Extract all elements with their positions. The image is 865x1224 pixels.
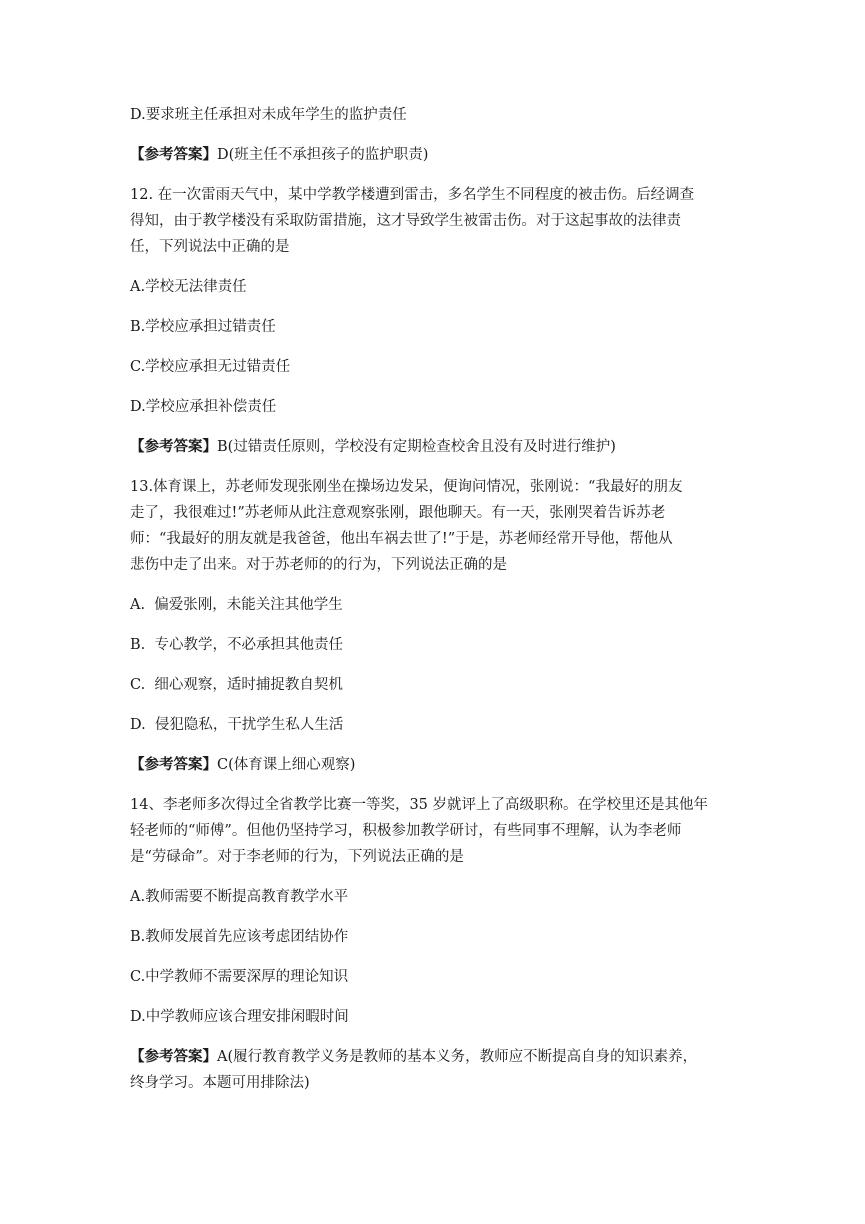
answer-label: 【参考答案】 bbox=[130, 1048, 217, 1065]
option-b-q12: B.学校应承担过错责任 bbox=[130, 319, 276, 335]
option-a-q12: A.学校无法律责任 bbox=[130, 279, 247, 295]
question-line: 13.体育课上，苏老师发现张刚坐在操场边发呆，便询问情况，张刚说：“我最好的朋友 bbox=[130, 479, 683, 495]
answer-q11 bbox=[130, 142, 740, 168]
answer-text: C(体育课上细心观察) bbox=[217, 757, 356, 773]
answer-line bbox=[130, 1044, 740, 1070]
option-d-q11: D.要求班主任承担对未成年学生的监护责任 bbox=[130, 107, 407, 123]
question-line: 走了，我很难过!”苏老师从此注意观察张刚，跟他聊天。有一天，张刚哭着告诉苏老 bbox=[130, 505, 666, 521]
question-line: 是“劳碌命”。对于李老师的行为，下列说法正确的是 bbox=[130, 849, 464, 865]
question-line: 得知，由于教学楼没有采取防雷措施，这才导致学生被雷击伤。对于这起事故的法律责 bbox=[130, 213, 681, 229]
question-line: 任，下列说法中正确的是 bbox=[130, 239, 290, 255]
question-14 bbox=[130, 792, 740, 870]
question-line: 12. 在一次雷雨天气中，某中学教学楼遭到雷击，多名学生不同程度的被击伤。后经调查 bbox=[130, 187, 695, 203]
option-b-q13: B. 专心教学，不必承担其他责任 bbox=[130, 637, 343, 653]
question-12 bbox=[130, 182, 740, 260]
option-d-q14: D.中学教师应该合理安排闲暇时间 bbox=[130, 1009, 349, 1025]
option-c-q13: C. 细心观察，适时捕捉教自契机 bbox=[130, 677, 343, 693]
option-d-q13: D. 侵犯隐私，干扰学生私人生活 bbox=[130, 717, 344, 733]
question-13 bbox=[130, 474, 740, 578]
option-c-q12: C.学校应承担无过错责任 bbox=[130, 359, 291, 375]
answer-q14 bbox=[130, 1044, 740, 1096]
answer-text: B(过错责任原则，学校没有定期检查校舍且没有及时进行维护) bbox=[217, 439, 616, 455]
option-a-q13: A. 偏爱张刚，未能关注其他学生 bbox=[130, 597, 343, 613]
answer-text: D(班主任不承担孩子的监护职责) bbox=[217, 147, 429, 163]
question-line: 悲伤中走了出来。对于苏老师的的行为，下列说法正确的是 bbox=[130, 557, 507, 573]
answer-label: 【参考答案】 bbox=[130, 146, 217, 163]
option-c-q14: C.中学教师不需要深厚的理论知识 bbox=[130, 969, 349, 985]
answer-q13 bbox=[130, 752, 740, 778]
question-line: 师：“我最好的朋友就是我爸爸，他出车祸去世了!”于是，苏老师经常开导他，帮他从 bbox=[130, 531, 673, 547]
option-a-q14: A.教师需要不断提高教育教学水平 bbox=[130, 889, 349, 905]
question-line: 14、李老师多次得过全省教学比赛一等奖，35 岁就评上了高级职称。在学校里还是其他年 bbox=[130, 797, 709, 813]
option-b-q14: B.教师发展首先应该考虑团结协作 bbox=[130, 929, 349, 945]
answer-text: A(履行教育教学义务是教师的基本义务，教师应不断提高自身的知识素养， bbox=[217, 1049, 698, 1065]
question-line: 轻老师的“师傅”。但他仍坚持学习，积极参加教学研讨，有些同事不理解，认为李老师 bbox=[130, 823, 682, 839]
answer-label: 【参考答案】 bbox=[130, 756, 217, 773]
document-page bbox=[130, 102, 740, 1096]
answer-q12 bbox=[130, 434, 740, 460]
answer-line: 终身学习。本题可用排除法) bbox=[130, 1075, 310, 1091]
option-d-q12: D.学校应承担补偿责任 bbox=[130, 399, 277, 415]
answer-label: 【参考答案】 bbox=[130, 438, 217, 455]
